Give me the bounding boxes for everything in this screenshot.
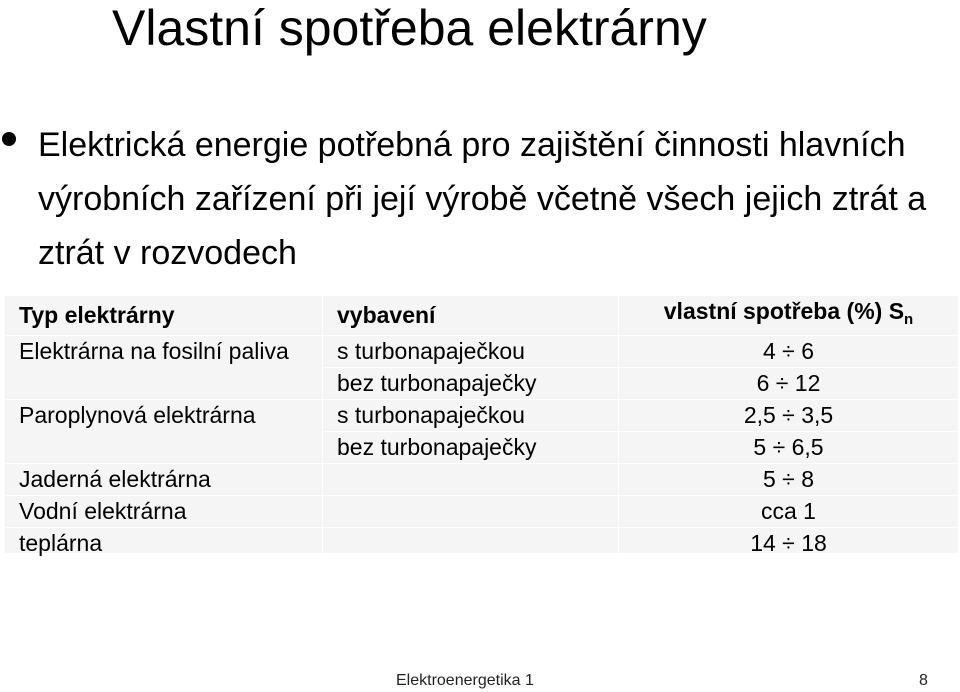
row-equipment: bez turbonapaječky bbox=[323, 368, 619, 400]
row-value: 2,5 ÷ 3,5 bbox=[619, 400, 959, 432]
row-value: 4 ÷ 6 bbox=[619, 336, 959, 368]
header-consumption-subscript: n bbox=[904, 311, 914, 328]
row-type: Paroplynová elektrárna bbox=[5, 400, 323, 464]
row-equipment: s turbonapaječkou bbox=[323, 336, 619, 368]
row-type: Elektrárna na fosilní paliva bbox=[5, 336, 323, 400]
bullet-text: Elektrická energie potřebná pro zajištění činnosti hlavních výrobních zařízení při její výrobě včetně všech jejich ztrát a ztrát v rozvodech bbox=[38, 126, 927, 272]
table-row bbox=[5, 496, 959, 528]
consumption-table bbox=[4, 295, 958, 556]
row-value: cca 1 bbox=[619, 496, 959, 528]
header-consumption-label: vlastní spotřeba (%) S bbox=[663, 298, 905, 324]
page-number: 8 bbox=[919, 672, 928, 689]
consumption-table-grid bbox=[4, 295, 959, 560]
slide-title: Vlastní spotřeba elektrárny bbox=[112, 0, 707, 56]
bullet-dot-icon bbox=[2, 132, 16, 146]
table-header-row bbox=[5, 296, 959, 336]
row-equipment bbox=[323, 464, 619, 496]
row-value: 5 ÷ 8 bbox=[619, 464, 959, 496]
table-row bbox=[5, 336, 959, 368]
header-type: Typ elektrárny bbox=[5, 296, 323, 336]
table-row bbox=[5, 464, 959, 496]
row-type: teplárna bbox=[5, 528, 323, 560]
row-equipment: s turbonapaječkou bbox=[323, 400, 619, 432]
row-type: Vodní elektrárna bbox=[5, 496, 323, 528]
header-equipment: vybavení bbox=[323, 296, 619, 336]
row-equipment: bez turbonapaječky bbox=[323, 432, 619, 464]
row-value: 14 ÷ 18 bbox=[619, 528, 959, 560]
row-equipment bbox=[323, 528, 619, 560]
row-equipment bbox=[323, 496, 619, 528]
header-consumption bbox=[619, 296, 959, 336]
row-value: 6 ÷ 12 bbox=[619, 368, 959, 400]
row-type: Jaderná elektrárna bbox=[5, 464, 323, 496]
table-row bbox=[5, 528, 959, 560]
bullet-item bbox=[0, 118, 940, 280]
footer-text: Elektroenergetika 1 bbox=[396, 672, 534, 689]
row-value: 5 ÷ 6,5 bbox=[619, 432, 959, 464]
table-row bbox=[5, 400, 959, 432]
